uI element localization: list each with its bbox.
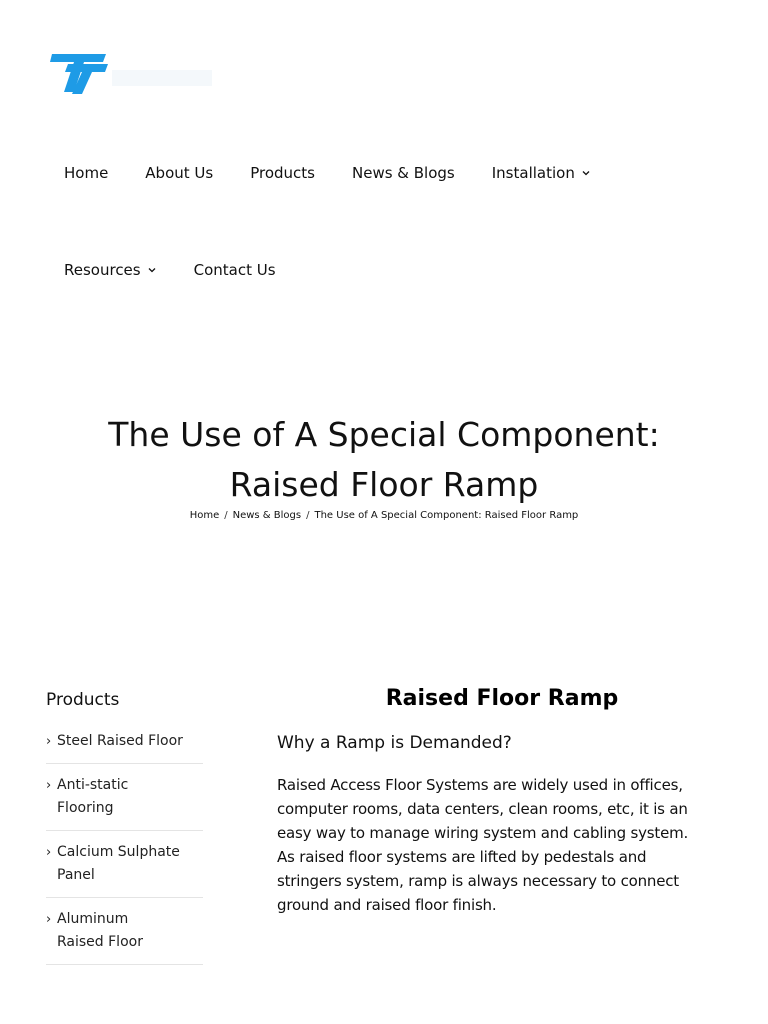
breadcrumb-current: The Use of A Special Component: Raised Floor Ramp	[314, 510, 579, 521]
nav-item-label: Installation	[491, 164, 575, 182]
chevron-down-icon	[581, 168, 591, 178]
breadcrumb-home[interactable]: Home	[189, 510, 220, 521]
main-nav-row-1	[48, 160, 612, 186]
breadcrumb-separator: /	[306, 510, 310, 521]
nav-item-contact-us[interactable]	[178, 257, 292, 283]
sidebar-item-label-line-1: Calcium Sulphate	[57, 844, 180, 860]
sidebar-item-calcium-sulphate-panel[interactable]	[46, 841, 203, 898]
article-heading: Raised Floor Ramp	[385, 686, 619, 711]
page-title-line-1: The Use of A Special Component:	[108, 415, 660, 454]
breadcrumb-news-blogs[interactable]: News & Blogs	[232, 510, 302, 521]
nav-item-home[interactable]	[48, 160, 124, 186]
sidebar-item-label-line-2: Panel	[57, 867, 95, 883]
sidebar-list	[46, 730, 203, 965]
nav-item-label: Contact Us	[193, 261, 276, 279]
article-paragraph-line: Raised Access Floor Systems are widely used in offices,	[277, 776, 683, 794]
article-paragraph-line: ground and raised floor finish.	[277, 896, 497, 914]
nav-item-products[interactable]	[234, 160, 331, 186]
nav-item-about-us[interactable]	[129, 160, 229, 186]
main-nav-row-2	[48, 257, 297, 283]
sidebar-item-label-line-2: Raised Floor	[57, 934, 143, 950]
sidebar-item-label	[57, 730, 183, 753]
sidebar-item-label	[57, 908, 143, 954]
article-paragraph-line: easy way to manage wiring system and cabling system.	[277, 824, 689, 842]
sidebar	[46, 690, 203, 975]
chevron-right-icon: ›	[46, 778, 52, 793]
article-paragraph-line: stringers system, ramp is always necessary to connect	[277, 872, 679, 890]
sidebar-item-aluminum-raised-floor[interactable]	[46, 908, 203, 965]
breadcrumb	[0, 510, 768, 521]
article-paragraph-line: As raised floor systems are lifted by pedestals and	[277, 848, 647, 866]
article	[277, 686, 727, 917]
nav-item-label: Home	[64, 164, 109, 182]
article-paragraph-line: computer rooms, data centers, clean rooms, etc, it is an	[277, 800, 688, 818]
tt-logo-icon	[48, 48, 223, 98]
sidebar-item-label	[57, 774, 128, 820]
chevron-right-icon: ›	[46, 845, 52, 860]
article-subheading: Why a Ramp is Demanded?	[277, 733, 512, 753]
chevron-right-icon: ›	[46, 734, 52, 749]
sidebar-item-steel-raised-floor[interactable]	[46, 730, 203, 764]
sidebar-item-label-line-2: Flooring	[57, 800, 114, 816]
page-title-line-2: Raised Floor Ramp	[229, 465, 539, 504]
sidebar-item-anti-static-flooring[interactable]	[46, 774, 203, 831]
nav-item-label: About Us	[145, 164, 214, 182]
site-logo[interactable]	[48, 48, 223, 98]
nav-item-label: Resources	[64, 261, 141, 279]
chevron-down-icon	[147, 265, 157, 275]
sidebar-item-label-line-1: Steel Raised Floor	[57, 733, 183, 749]
breadcrumb-separator: /	[224, 510, 228, 521]
nav-item-label: News & Blogs	[352, 164, 455, 182]
sidebar-title: Products	[46, 690, 120, 710]
nav-item-label: Products	[250, 164, 315, 182]
page-title	[0, 410, 768, 510]
nav-item-resources[interactable]	[48, 257, 173, 283]
chevron-right-icon: ›	[46, 912, 52, 927]
nav-item-installation[interactable]	[476, 160, 607, 186]
article-paragraph	[277, 773, 727, 917]
sidebar-item-label	[57, 841, 180, 887]
nav-item-news-blogs[interactable]	[336, 160, 471, 186]
sidebar-item-label-line-1: Anti-static	[57, 777, 129, 793]
sidebar-item-label-line-1: Aluminum	[57, 911, 129, 927]
